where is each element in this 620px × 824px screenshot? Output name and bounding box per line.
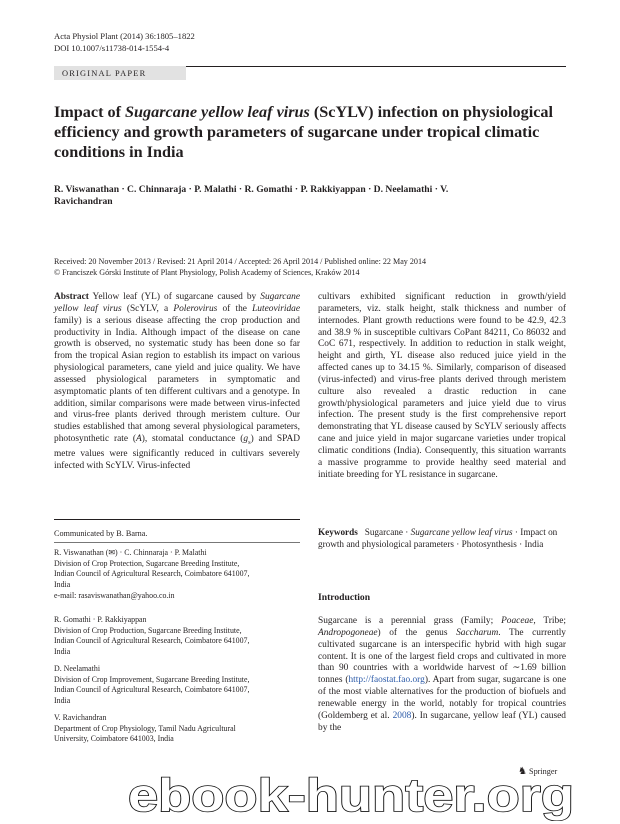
author-email[interactable]: e-mail: rasaviswanathan@yahoo.co.in [54, 590, 175, 600]
publication-history [54, 256, 574, 278]
affiliation-rule [54, 542, 300, 543]
introduction-text: Sugarcane is a perennial grass (Family; Poaceae, Tribe; Andropogoneae) of the genus Saccharum. The currently cultivated sugarcane is an interspecific hybrid with high sugar content. It is one of the largest field crops and cultivated in more than 90 countries with a worldwide harvest of ∼1.69 billion tonnes (http://faostat.fao.org). Apart from sugar, sugarcane is one of the most viable alternatives for the production of biofuels and renewable energy in the world, notably for tropical countries (Goldemberg et al. 2008). In sugarcane, yellow leaf (YL) caused by the [318, 616, 566, 733]
journal-header [54, 31, 195, 54]
abstract-label: Abstract [54, 292, 89, 302]
faostat-link[interactable]: http://faostat.fao.org [348, 675, 425, 686]
springer-logo-icon: ♞ [518, 766, 527, 777]
affiliation-names: R. Viswanathan (✉) · C. Chinnaraja · P. Malathi [54, 548, 207, 557]
affiliation-names: R. Gomathi · P. Rakkiyappan [54, 615, 147, 624]
publisher-name: Springer [529, 767, 558, 776]
history-dates: Received: 20 November 2013 / Revised: 21 April 2014 / Accepted: 26 April 2014 / Published online: 22 May 2014 [54, 257, 427, 266]
journal-doi: DOI 10.1007/s11738-014-1554-4 [54, 42, 170, 53]
abstract-left: Abstract Yellow leaf (YL) of sugarcane caused by Sugarcane yellow leaf virus (ScYLV, a Polerovirus of the Luteoviridae family) is a serious disease affecting the crop production and productivity in India. Although impact of the disease on cane growth is observed, no systematic study has been done so far from the tropical Asian region to establish its impact on various physiological parameters, cane yield and juice quality. We have assessed physiological parameters in symptomatic and asymptomatic plants of ten different cultivars and a genotype. In addition, similar comparisons were made between virus-infected and virus-free plants derived through meristem culture. Our studies established that among several physiological parameters, photosynthetic rate (A), stomatal conductance $(g_s)$ and SPAD metre values were significantly reduced in cultivars severely infected with ScYLV. Virus-infected [54, 292, 301, 471]
watermark-text: ebook-hunter.org [128, 771, 574, 821]
affiliation-names: D. Neelamathi [54, 664, 101, 673]
affiliation-4: V. Ravichandran Department of Crop Physiology, Tamil Nadu Agricultural University, Coimbatore 641003, India [54, 713, 300, 745]
copyright-line: © Franciszek Górski Institute of Plant Physiology, Polish Academy of Sciences, Kraków 2014 [54, 268, 360, 277]
section-bar [54, 66, 566, 80]
watermark [128, 771, 578, 821]
affiliation-3: D. Neelamathi Division of Crop Improvement, Sugarcane Breeding Institute, Indian Council of Agricultural Research, Coimbatore 641007, India [54, 664, 300, 707]
paper-title: Impact of Sugarcane yellow leaf virus (ScYLV) infection on physiological efficiency and growth parameters of sugarcane under tropical climatic conditions in India [54, 103, 553, 161]
column-rule [54, 519, 300, 520]
keywords: Keywords Sugarcane · Sugarcane yellow leaf virus · Impact on growth and physiological parameters · Photosynthesis · India [318, 527, 558, 549]
keywords-label: Keywords [318, 527, 358, 537]
abstract-right: cultivars exhibited significant reduction in growth/yield parameters, viz. stalk height, stalk thickness and number of internodes. Plant growth reductions were found to be 42.9, 42.3 and 38.9 % in susceptible cultivars CoPant 84211, Co 86032 and CoC 671, respectively. In addition to reduction in stalk weight, height and girth, YL disease also reduced juice yield in the affected canes up to 34.15 %. Similarly, comparison of diseased (virus-infected) and virus-free plants derived through meristem culture also revealed a drastic reduction in cane growth/physiological parameters and juice yield due to virus infection. The present study is the first comprehensive report demonstrating that YL disease caused by ScYLV seriously affects cane and juice yield in major sugarcane varieties under tropical climatic conditions (India). Consequently, this situation warrants a massive programme to provide healthy seed material and initiate breeding for YL resistance in sugarcane. [318, 292, 566, 480]
section-label: ORIGINAL PAPER [62, 68, 147, 78]
citation-link[interactable]: 2008 [392, 710, 412, 721]
affiliation-names: V. Ravichandran [54, 713, 107, 722]
introduction-heading: Introduction [318, 592, 371, 603]
journal-citation: Acta Physiol Plant (2014) 36:1805–1822 [54, 31, 195, 41]
affiliation-2: R. Gomathi · P. Rakkiyappan Division of Crop Production, Sugarcane Breeding Institute, Indian Council of Agricultural Research, Coimbatore 641007, India [54, 615, 300, 658]
communicated-by: Communicated by B. Barna. [54, 529, 148, 538]
section-tag [54, 66, 186, 80]
affiliation-1: R. Viswanathan (✉) · C. Chinnaraja · P. Malathi Division of Crop Protection, Sugarcane Breeding Institute, Indian Council of Agricultural Research, Coimbatore 641007, India e-mail: rasaviswanathan@yahoo.co.in [54, 548, 300, 602]
author-list: R. Viswanathan · C. Chinnaraja · P. Malathi · R. Gomathi · P. Rakkiyappan · D. Neelamathi · V. Ravichandran [54, 184, 449, 208]
